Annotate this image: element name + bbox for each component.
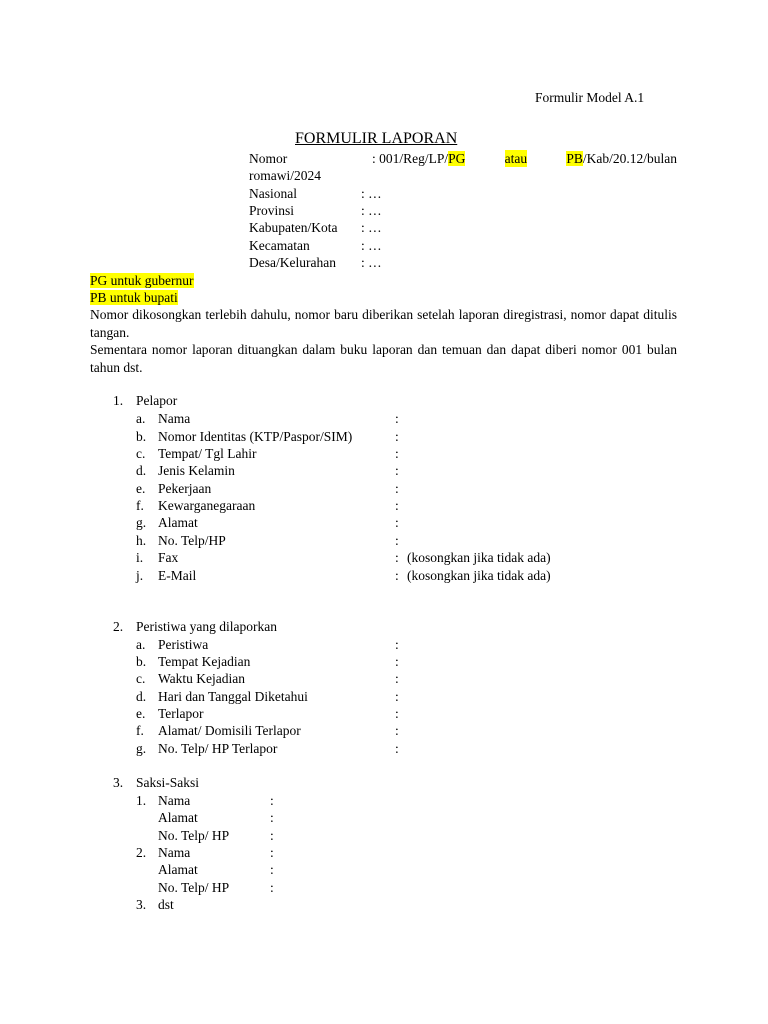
item-label: No. Telp/HP bbox=[158, 533, 226, 548]
item-colon: : bbox=[395, 706, 399, 721]
item-colon: : bbox=[395, 463, 399, 478]
witness-field-label: No. Telp/ HP bbox=[158, 828, 230, 843]
form-title: FORMULIR LAPORAN bbox=[295, 130, 458, 147]
header-field-value: : … bbox=[361, 203, 382, 218]
item-colon: : bbox=[395, 671, 399, 686]
item-colon: : bbox=[395, 654, 399, 669]
header-field-label: Kecamatan bbox=[249, 238, 310, 253]
witness-field-colon: : bbox=[270, 828, 274, 843]
header-field-value: : … bbox=[361, 238, 382, 253]
witness-field-colon: : bbox=[270, 793, 274, 808]
witness-field-colon: : bbox=[270, 845, 274, 860]
witness-field-label: No. Telp/ HP bbox=[158, 880, 230, 895]
section-title-peristiwa: Peristiwa yang dilaporkan bbox=[136, 619, 277, 634]
item-letter: e. bbox=[136, 481, 146, 496]
note-paragraph-2: Sementara nomor laporan dituangkan dalam buku laporan dan temuan dan dapat diberi nomor 001 bulan tahun dst. bbox=[90, 342, 677, 375]
witness-field-colon: : bbox=[270, 810, 274, 825]
item-letter: a. bbox=[136, 411, 146, 426]
item-letter: c. bbox=[136, 446, 146, 461]
witness-field-label: Nama bbox=[158, 845, 191, 860]
witness-field-colon: : bbox=[270, 880, 274, 895]
item-colon: : bbox=[395, 723, 399, 738]
item-label: Alamat/ Domisili Terlapor bbox=[158, 723, 301, 738]
item-letter: g. bbox=[136, 515, 147, 530]
item-letter: d. bbox=[136, 689, 147, 704]
item-label: Jenis Kelamin bbox=[158, 463, 235, 478]
note-pg: PG untuk gubernur bbox=[90, 273, 194, 288]
item-letter: h. bbox=[136, 533, 147, 548]
section-number: 2. bbox=[113, 619, 124, 634]
item-colon: : bbox=[395, 498, 399, 513]
item-letter: e. bbox=[136, 706, 146, 721]
item-colon: : bbox=[395, 411, 399, 426]
item-colon: : bbox=[395, 533, 399, 548]
item-label: Waktu Kejadian bbox=[158, 671, 246, 686]
item-letter: j. bbox=[136, 568, 144, 583]
item-label: E-Mail bbox=[158, 568, 197, 583]
section-number: 3. bbox=[113, 775, 124, 790]
header-field-value: : … bbox=[361, 186, 382, 201]
item-value: (kosongkan jika tidak ada) bbox=[407, 550, 551, 565]
nomor-part-2: PB/Kab/20.12/bulan bbox=[566, 151, 677, 166]
item-label: Tempat Kejadian bbox=[158, 654, 251, 669]
item-letter: c. bbox=[136, 671, 146, 686]
item-colon: : bbox=[395, 550, 399, 565]
item-colon: : bbox=[395, 515, 399, 530]
item-colon: : bbox=[395, 637, 399, 652]
witness-field-colon: : bbox=[270, 862, 274, 877]
item-letter: f. bbox=[136, 498, 144, 513]
item-label: Tempat/ Tgl Lahir bbox=[158, 446, 257, 461]
item-letter: g. bbox=[136, 741, 147, 756]
pg-highlight: PG bbox=[448, 151, 466, 166]
item-label: Nama bbox=[158, 411, 191, 426]
item-letter: b. bbox=[136, 654, 147, 669]
item-letter: i. bbox=[136, 550, 144, 565]
witness-field-label: Nama bbox=[158, 793, 191, 808]
item-value: (kosongkan jika tidak ada) bbox=[407, 568, 551, 583]
item-colon: : bbox=[395, 689, 399, 704]
item-letter: d. bbox=[136, 463, 147, 478]
pb-highlight: PB bbox=[566, 151, 583, 166]
witness-number: 2. bbox=[136, 845, 147, 860]
item-label: Pekerjaan bbox=[158, 481, 212, 496]
item-colon: : bbox=[395, 429, 399, 444]
header-field-label: Desa/Kelurahan bbox=[249, 255, 336, 270]
nomor-part-1: : 001/Reg/LP/PG bbox=[372, 151, 466, 166]
note-pb: PB untuk bupati bbox=[90, 290, 178, 305]
nomor-label: Nomor bbox=[249, 151, 288, 166]
section-title-saksi: Saksi-Saksi bbox=[136, 775, 200, 790]
witness-number: 1. bbox=[136, 793, 147, 808]
header-field-label: Provinsi bbox=[249, 203, 295, 218]
item-colon: : bbox=[395, 741, 399, 756]
header-field-label: Nasional bbox=[249, 186, 297, 201]
witness-field-label: Alamat bbox=[158, 862, 198, 877]
item-colon: : bbox=[395, 568, 399, 583]
note-paragraph-1: Nomor dikosongkan terlebih dahulu, nomor baru diberikan setelah laporan diregistrasi, nomor dapat ditulis tangan. bbox=[90, 307, 677, 340]
item-label: Terlapor bbox=[158, 706, 204, 721]
item-label: Hari dan Tanggal Diketahui bbox=[158, 689, 308, 704]
item-label: Alamat bbox=[158, 515, 198, 530]
section-number: 1. bbox=[113, 393, 124, 408]
atau-highlight: atau bbox=[504, 151, 528, 166]
item-label: No. Telp/ HP Terlapor bbox=[158, 741, 278, 756]
item-letter: f. bbox=[136, 723, 144, 738]
header-field-value: : … bbox=[361, 255, 382, 270]
header-field-label: Kabupaten/Kota bbox=[249, 220, 338, 235]
nomor-continuation: romawi/2024 bbox=[249, 168, 321, 183]
item-label: Fax bbox=[158, 550, 179, 565]
item-letter: a. bbox=[136, 637, 146, 652]
item-label: Kewarganegaraan bbox=[158, 498, 256, 513]
header-field-value: : … bbox=[361, 220, 382, 235]
item-colon: : bbox=[395, 446, 399, 461]
witness-number: 3. bbox=[136, 897, 147, 912]
item-colon: : bbox=[395, 481, 399, 496]
witness-field-label: Alamat bbox=[158, 810, 198, 825]
form-model-label: Formulir Model A.1 bbox=[535, 90, 645, 105]
section-title-pelapor: Pelapor bbox=[136, 393, 178, 408]
nomor-value bbox=[372, 150, 677, 167]
item-label: Nomor Identitas (KTP/Paspor/SIM) bbox=[158, 429, 353, 444]
witness-etc: dst bbox=[158, 897, 174, 912]
item-letter: b. bbox=[136, 429, 147, 444]
item-label: Peristiwa bbox=[158, 637, 209, 652]
